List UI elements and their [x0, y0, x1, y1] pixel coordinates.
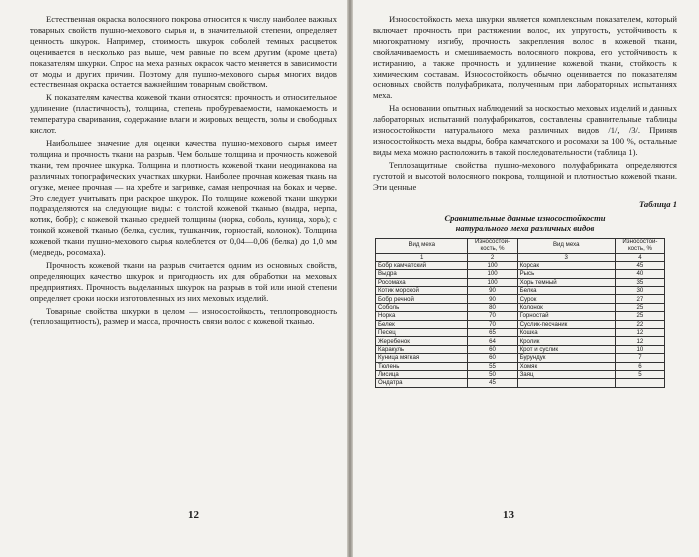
- table-title-line: натурального меха различных видов: [455, 223, 595, 233]
- table-cell: Белек: [376, 320, 468, 328]
- column-header: Вид меха: [376, 238, 468, 253]
- column-number: 1: [376, 253, 468, 261]
- table-cell: Корсак: [517, 261, 615, 269]
- table-cell: 100: [468, 270, 517, 278]
- table-row: [376, 370, 665, 378]
- paragraph: Износостойкость меха шкурки является комплексным показателем, который включает прочность при растяжении волос, их упругость, устойчивость к многократному изгибу, прочность закрепления волос в кожевой ткани, свойлачиваемость и смешиваемость волосяного покрова, его устойчивость к истиранию, а также прочность и удлинение кожевой ткани, стойкость к химическим составам. Износостойкость обычно оценивается по показателям основных свойств полуфабриката, полученным при лабораторных испытаниях меха.: [373, 14, 677, 101]
- table-cell: Крот и суслик: [517, 345, 615, 353]
- table-cell: Хомяк: [517, 362, 615, 370]
- table-cell: Рысь: [517, 270, 615, 278]
- table-cell: 25: [615, 303, 664, 311]
- column-number-row: [376, 253, 665, 261]
- table-cell: Кошка: [517, 329, 615, 337]
- table-title-line: Сравнительные данные износостойкости: [444, 212, 606, 223]
- table-row: [376, 261, 665, 269]
- table-cell: Кролик: [517, 337, 615, 345]
- paragraph: К показателям качества кожевой ткани относятся: прочность и относительное удлинение (пластичность), толщина, степень пробуреваемости, намокаемость и температура сваривания, содержание влаги и жировых веществ, золы и свободных кислот.: [30, 92, 337, 136]
- table-cell: 6: [615, 362, 664, 370]
- table-row: [376, 312, 665, 320]
- table-header-row: [376, 238, 665, 253]
- paragraph: Прочность кожевой ткани на разрыв считается одним из основных свойств, определяющих качество шкурок и пригодность их для обработки на меховых предприятиях. Прочность выделанных шкурок на разрыв в той или иной степени определяет сроки носки изготовленных из них меховых изделий.: [30, 259, 337, 303]
- column-header: Износостой-кость, %: [468, 238, 517, 253]
- wear-resistance-table: [375, 238, 665, 388]
- paragraph: Теплозащитные свойства пушно-мехового полуфабриката определяются густотой и высотой волосяного покрова, толщиной и плотностью кожевой ткани. Эти ценные: [373, 159, 677, 192]
- table-row: [376, 278, 665, 286]
- right-page: [353, 0, 699, 557]
- table-cell: 100: [468, 278, 517, 286]
- table-cell: 50: [468, 370, 517, 378]
- table-cell: 90: [468, 287, 517, 295]
- table-cell: Норка: [376, 312, 468, 320]
- table-label: Таблица 1: [638, 198, 677, 209]
- table-cell: Заяц: [517, 370, 615, 378]
- table-cell: 45: [615, 261, 664, 269]
- table-cell: Колонок: [517, 303, 615, 311]
- table-row: [376, 320, 665, 328]
- table-cell: 55: [468, 362, 517, 370]
- table-cell: Бобр речной: [376, 295, 468, 303]
- table-cell: 70: [468, 312, 517, 320]
- table-cell: 30: [615, 287, 664, 295]
- table-cell: Куница мягкая: [376, 354, 468, 362]
- column-number: 3: [517, 253, 615, 261]
- table-cell: Ондатра: [376, 379, 468, 387]
- table-row: [376, 337, 665, 345]
- table-cell: Каракуль: [376, 345, 468, 353]
- column-number: 4: [615, 253, 664, 261]
- table-cell: 40: [615, 270, 664, 278]
- table-title: [373, 213, 677, 234]
- table-cell: 22: [615, 320, 664, 328]
- table-cell: 7: [615, 354, 664, 362]
- table-cell: 70: [468, 320, 517, 328]
- paragraph: Товарные свойства шкурки в целом — износостойкость, теплопроводность (теплозащитность), размер и масса, прочность связи волос с кожевой тканью.: [30, 305, 337, 327]
- table-cell: Выдра: [376, 270, 468, 278]
- table-cell: 64: [468, 337, 517, 345]
- table-cell: 12: [615, 329, 664, 337]
- paragraph: Наибольшее значение для оценки качества пушно-мехового сырья имеет толщина и прочность ткани на разрыв. Чем больше толщина и прочность кожевой ткани, тем прочнее шкурка. Толщина и плотность кожевой ткани неодинакова на различных топографических участках шкурки. Наиболее прочная кожевая ткань на огузке, менее прочная — на хребте и загривке, самая непрочная на боках и черве. Это следует учитывать при раскрое шкурок. По толщине кожевой ткани шкурки подразделяются на следующие виды: с толстой кожевой тканью (выдра, нерпа, котик, бобр); с кожевой тканью средней толщины (норка, соболь, куница, хорь); с тонкой кожевой тканью (белка, суслик, тушканчик, горностай, колонок). Толщина кожевой ткани пушно-мехового сырья колеблется от 0,04—0,06 (белка) до 1,0 мм (медведь, росомаха).: [30, 137, 337, 258]
- table-cell: Росомаха: [376, 278, 468, 286]
- table-cell: 35: [615, 278, 664, 286]
- table-cell: Лисица: [376, 370, 468, 378]
- table-row: [376, 303, 665, 311]
- table-row: [376, 362, 665, 370]
- table-cell: 90: [468, 295, 517, 303]
- table-cell: 12: [615, 337, 664, 345]
- table-cell: 100: [468, 261, 517, 269]
- table-cell: Бобр камчатский: [376, 261, 468, 269]
- table-row: [376, 354, 665, 362]
- table-cell: Горностай: [517, 312, 615, 320]
- table-cell: 25: [615, 312, 664, 320]
- table-cell: Соболь: [376, 303, 468, 311]
- table-cell: 60: [468, 354, 517, 362]
- table-row: [376, 379, 665, 387]
- table-row: [376, 329, 665, 337]
- table-cell: Котик морской: [376, 287, 468, 295]
- table-cell: 65: [468, 329, 517, 337]
- table-row: [376, 270, 665, 278]
- table-cell: Бурундук: [517, 354, 615, 362]
- table-cell: [615, 379, 664, 387]
- table-cell: 10: [615, 345, 664, 353]
- page-number: 13: [503, 509, 514, 521]
- column-header: Вид меха: [517, 238, 615, 253]
- table-cell: [517, 379, 615, 387]
- table-cell: 5: [615, 370, 664, 378]
- page-number: 12: [188, 509, 199, 521]
- table-cell: Жеребенок: [376, 337, 468, 345]
- table-cell: Суслик-песчаник: [517, 320, 615, 328]
- table-cell: Песец: [376, 329, 468, 337]
- table-cell: Сурок: [517, 295, 615, 303]
- paragraph: На основании опытных наблюдений за носкостью меховых изделий и данных лабораторных испытаний полуфабрикатов, составлены сравнительные таблицы износостойкости натурального меха различных видов /1/, /3/. Приняв износостойкость меха выдры, бобра камчатского и росомахи за 100 %, остальные виды меха можно расположить в такой последовательности (таблица 1).: [373, 103, 677, 157]
- table-cell: Хорь темный: [517, 278, 615, 286]
- paragraph: Естественная окраска волосяного покрова относится к числу наиболее важных товарных свойств пушно-мехового сырья и, в значительной степени, определяет ценность шкурок. Например, стоимость шкурок соболей темных расцветок оценивается в несколько раз выше, чем равные по всем другим (кроме цвета) показателям шкурки. Спрос на меха разных окрасок часто меняется в зависимости от моды и других причин. Поэтому для пушно-мехового сырья многих видов естественная окраска остается важнейшим товарным свойством.: [30, 14, 337, 90]
- table-cell: Белка: [517, 287, 615, 295]
- table-row: [376, 287, 665, 295]
- column-number: 2: [468, 253, 517, 261]
- table-body: [376, 253, 665, 387]
- table-cell: Тюлень: [376, 362, 468, 370]
- table-cell: 27: [615, 295, 664, 303]
- left-page: [0, 0, 347, 557]
- table-row: [376, 345, 665, 353]
- table-row: [376, 295, 665, 303]
- table-cell: 60: [468, 345, 517, 353]
- column-header: Износостой-кость, %: [615, 238, 664, 253]
- table-cell: 80: [468, 303, 517, 311]
- table-cell: 45: [468, 379, 517, 387]
